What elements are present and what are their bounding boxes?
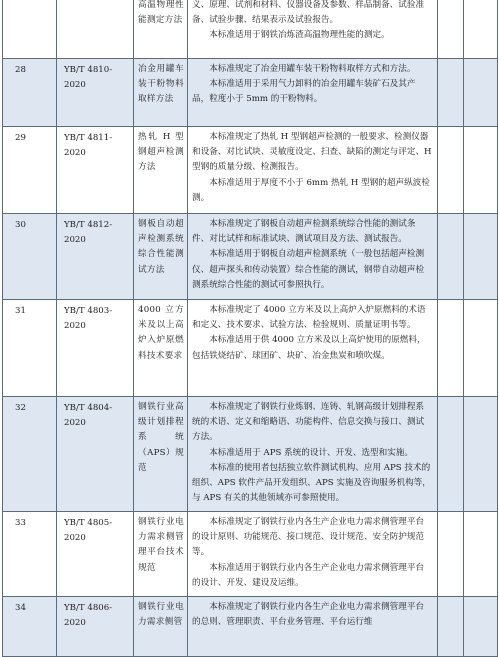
empty-cell [464, 512, 498, 597]
standards-table-body [3, 0, 498, 657]
standard-content-cell [188, 597, 438, 657]
empty-cell [438, 127, 464, 214]
content-paragraph: 本标准规定了钢铁行业炼钢、连铸、轧钢高级计划排程系统的术语、定义和缩略语、功能构件、信息交换与接口、测试方法。 [192, 402, 425, 443]
standard-content-cell [188, 512, 438, 597]
empty-cell [464, 0, 498, 59]
standard-name-cell: 高温物理性能测定方法 [134, 0, 188, 59]
standard-code-cell: YB/T 4803-2020 [57, 300, 134, 397]
standard-name-cell: 4000 立方米及以上高炉入炉原燃料技术要求 [134, 300, 188, 397]
content-paragraph: 本标准适用于厚度不小于 6mm 热轧 H 型钢的超声纵波检测。 [192, 177, 430, 203]
row-number-cell [3, 0, 57, 59]
empty-cell [464, 597, 498, 657]
empty-cell [438, 512, 464, 597]
standard-content-cell [188, 397, 438, 512]
row-number-cell: 30 [3, 214, 57, 300]
empty-cell [438, 300, 464, 397]
empty-cell [464, 127, 498, 214]
table-row [3, 597, 498, 657]
empty-cell [464, 214, 498, 300]
standard-name-cell: 钢铁行业电力需求侧管 [134, 597, 188, 657]
table-row [3, 214, 498, 300]
empty-cell [464, 397, 498, 512]
content-paragraph: 本标准规定了热轧 H 型钢超声检测的一般要求、检测仪器和设备、对比试块、灵敏度设定、扫查、缺陷的测定与评定、H 型钢的质量分级、检测报告。 [192, 132, 432, 173]
standard-content-cell [188, 59, 438, 127]
standard-name-cell: 钢铁行业高级计划排程系统（APS）规范 [134, 397, 188, 512]
empty-cell [438, 214, 464, 300]
table-row [3, 59, 498, 127]
content-paragraph: 本标准规定了钢板自动超声检测系统综合性能的测试条件、对比试样和标准试块、测试项目及方法、测试报告。 [192, 219, 416, 245]
standard-code-cell: YB/T 4806-2020 [57, 597, 134, 657]
standard-name-cell: 热轧 H 型钢超声检测方法 [134, 127, 188, 214]
empty-cell [438, 597, 464, 657]
standard-name-cell: 钢板自动超声检测系统综合性能测试方法 [134, 214, 188, 300]
standard-content-cell [188, 127, 438, 214]
empty-cell [464, 59, 498, 127]
table-row [3, 127, 498, 214]
empty-cell [464, 300, 498, 397]
row-number-cell: 31 [3, 300, 57, 397]
content-paragraph: 本标准的使用者包括独立软件测试机构、应用 APS 技术的组织、APS 软件产品开发组织、APS 实施及咨询服务机构等，与 APS 有关的其他领域亦可参照使用。 [192, 462, 431, 504]
row-number-cell: 29 [3, 127, 57, 214]
content-paragraph: 本标准适用于供 4000 立方米及以上高炉使用的原燃料，包括铁烧结矿、球团矿、块矿、冶金焦炭和喷吹煤。 [192, 335, 426, 361]
standard-code-cell: YB/T 4812-2020 [57, 214, 134, 300]
content-paragraph: 本标准规定了冶金用罐车装干粉物料取样方式和方法。 [209, 64, 416, 74]
standard-code-cell: YB/T 4805-2020 [57, 512, 134, 597]
standard-code-cell: YB/T 4804-2020 [57, 397, 134, 512]
content-paragraph: 本标准规定了钢铁行业内各生产企业电力需求侧管理平台的设计原则、功能规范、接口规范、设计规范、安全防护规范等。 [192, 517, 425, 558]
standard-content-cell [188, 0, 438, 59]
standard-name-cell: 冶金用罐车装干粉物料取样方法 [134, 59, 188, 127]
table-row [3, 0, 498, 59]
table-row [3, 512, 498, 597]
table-row [3, 300, 498, 397]
row-number-cell: 32 [3, 397, 57, 512]
empty-cell [438, 397, 464, 512]
row-number-cell: 34 [3, 597, 57, 657]
standard-name-cell: 钢铁行业电力需求侧管理平台技术规范 [134, 512, 188, 597]
content-paragraph: 本标准规定了 4000 立方米及以上高炉入炉原燃料的术语和定义、技术要求、试验方法、检验规则、质量证明书等。 [192, 305, 426, 331]
row-number-cell: 33 [3, 512, 57, 597]
standard-content-cell [188, 214, 438, 300]
standard-code-cell: YB/T 4811-2020 [57, 127, 134, 214]
standard-code-cell: YB/T 4810-2020 [57, 59, 134, 127]
content-paragraph: 本标准适用于钢铁行业内各生产企业电力需求侧管理平台的设计、开发、建设及运维。 [192, 562, 425, 588]
content-paragraph: 本标准适用于钢板自动超声检测系统（一般包括超声检测仪、超声探头和传动装置）综合性能的测试，钢带自动超声检测系统综合性能的测试可参照执行。 [192, 249, 425, 290]
content-paragraph: 本标准规定了钢铁行业内各生产企业电力需求侧管理平台的总则、管理职责、平台业务管理、平台运行维 [192, 602, 425, 628]
content-paragraph: 本标准适用于 APS 系统的设计、开发、选型和实施。 [209, 447, 413, 458]
table-row [3, 397, 498, 512]
standard-code-cell [57, 0, 134, 59]
content-paragraph: 本标准适用于钢铁冶炼渣高温物理性能的测定。 [209, 30, 390, 41]
row-number-cell: 28 [3, 59, 57, 127]
empty-cell [438, 0, 464, 59]
content-paragraph: 本标准适用于采用气力卸料的冶金用罐车装矿石及其产品，粒度小于 5mm 的干粉物料。 [192, 79, 416, 105]
content-paragraph: 义、原理、试剂和材料、仪器设备及参数、样品制备、试验准备、试验步骤、结果表示及试验报告。 [192, 0, 425, 26]
standards-table [2, 0, 498, 657]
empty-cell [438, 59, 464, 127]
standard-content-cell [188, 300, 438, 397]
